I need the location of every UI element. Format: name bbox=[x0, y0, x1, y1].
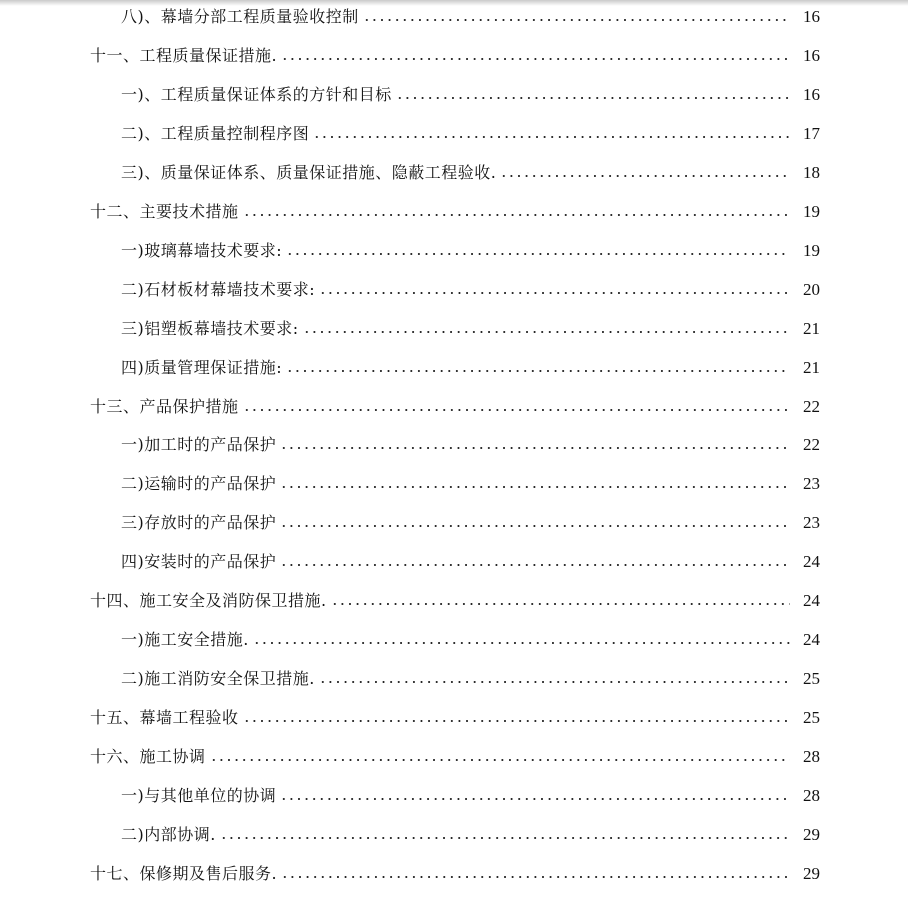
toc-entry[interactable] bbox=[0, 41, 908, 71]
toc-page-number: 29 bbox=[803, 863, 820, 883]
toc-entry[interactable] bbox=[0, 2, 908, 32]
toc-dot-leader bbox=[280, 798, 790, 800]
toc-page-number: 22 bbox=[803, 435, 820, 455]
toc-entry-title: 八)、幕墙分部工程质量验收控制 bbox=[121, 7, 359, 26]
toc-dot-leader bbox=[220, 837, 790, 839]
toc-dot-leader bbox=[331, 603, 790, 605]
toc-dot-leader bbox=[280, 486, 790, 488]
toc-entry-title: 二)内部协调. bbox=[121, 824, 216, 844]
toc-entry-title: 二)、工程质量控制程序图 bbox=[121, 123, 310, 143]
toc-page-number: 21 bbox=[803, 357, 820, 377]
toc-entry-title: 二)运输时的产品保护 bbox=[121, 474, 277, 494]
toc-entry[interactable] bbox=[0, 664, 908, 694]
toc-dot-leader bbox=[286, 370, 790, 372]
toc-entry[interactable] bbox=[0, 158, 908, 188]
toc-dot-leader bbox=[286, 253, 790, 255]
toc-dot-leader bbox=[243, 409, 790, 411]
toc-entry-title: 一)施工安全措施. bbox=[121, 630, 249, 650]
toc-entry[interactable] bbox=[0, 781, 908, 811]
toc-dot-leader bbox=[281, 58, 790, 60]
toc-dot-leader bbox=[500, 175, 790, 177]
toc-entry[interactable] bbox=[0, 119, 908, 149]
toc-page-number: 24 bbox=[803, 630, 820, 650]
toc-page-number: 23 bbox=[803, 513, 820, 533]
toc-page-number: 28 bbox=[803, 786, 820, 805]
toc-entry[interactable] bbox=[0, 314, 908, 344]
toc-page-number: 24 bbox=[803, 591, 820, 611]
toc-page-number: 25 bbox=[803, 669, 820, 689]
toc-entry-title: 十五、幕墙工程验收 bbox=[90, 708, 239, 728]
toc-entry-title: 三)存放时的产品保护 bbox=[121, 513, 277, 533]
toc-entry-title: 十三、产品保护措施 bbox=[90, 396, 239, 416]
toc-entry[interactable] bbox=[0, 275, 908, 305]
toc-dot-leader bbox=[363, 19, 790, 21]
toc-page-number: 19 bbox=[803, 201, 820, 221]
toc-dot-leader bbox=[319, 292, 790, 294]
toc-entry-title: 二)石材板材幕墙技术要求: bbox=[121, 279, 316, 299]
toc-entry-title: 十一、工程质量保证措施. bbox=[90, 45, 278, 65]
toc-entry-title: 二)施工消防安全保卫措施. bbox=[121, 669, 315, 689]
toc-entry[interactable] bbox=[0, 859, 908, 889]
toc-dot-leader bbox=[210, 759, 790, 761]
toc-entry-title: 三)、质量保证体系、质量保证措施、隐蔽工程验收. bbox=[121, 162, 497, 182]
toc-entry[interactable] bbox=[0, 547, 908, 577]
toc-entry[interactable] bbox=[0, 820, 908, 850]
toc-page-number: 25 bbox=[803, 708, 820, 728]
toc-entry[interactable] bbox=[0, 430, 908, 460]
toc-page-number: 22 bbox=[803, 396, 820, 416]
toc-entry-title: 十六、施工协调 bbox=[90, 747, 206, 767]
toc-page-number: 17 bbox=[803, 123, 820, 143]
toc-entry-title: 四)质量管理保证措施: bbox=[121, 357, 283, 377]
toc-dot-leader bbox=[313, 136, 790, 138]
toc-entry[interactable] bbox=[0, 508, 908, 538]
toc-entry-title: 十七、保修期及售后服务. bbox=[90, 863, 278, 883]
toc-dot-leader bbox=[243, 720, 790, 722]
toc-dot-leader bbox=[280, 525, 790, 527]
toc-entry-title: 十四、施工安全及消防保卫措施. bbox=[90, 591, 327, 611]
toc-entry[interactable] bbox=[0, 236, 908, 266]
toc-entry[interactable] bbox=[0, 742, 908, 772]
toc-page-number: 28 bbox=[803, 747, 820, 767]
toc-entry[interactable] bbox=[0, 586, 908, 616]
toc-dot-leader bbox=[280, 447, 790, 449]
toc-page-number: 16 bbox=[803, 84, 820, 104]
toc-dot-leader bbox=[281, 876, 790, 878]
toc-entry-title: 三)铝塑板幕墙技术要求: bbox=[121, 318, 299, 338]
toc-dot-leader bbox=[280, 564, 790, 566]
toc-page-number: 19 bbox=[803, 240, 820, 260]
toc-entry-title: 一)加工时的产品保护 bbox=[121, 435, 277, 455]
toc-entry[interactable] bbox=[0, 392, 908, 422]
toc-entry-title: 一)、工程质量保证体系的方针和目标 bbox=[121, 84, 392, 104]
toc-page-number: 29 bbox=[803, 824, 820, 844]
toc-entry[interactable] bbox=[0, 625, 908, 655]
toc-page-number: 18 bbox=[803, 162, 820, 182]
toc-dot-leader bbox=[253, 642, 790, 644]
toc-page-number: 21 bbox=[803, 318, 820, 338]
toc-entry-title: 一)与其他单位的协调 bbox=[121, 786, 277, 805]
toc-entry-title: 十二、主要技术措施 bbox=[90, 201, 239, 221]
toc-page-number: 16 bbox=[803, 45, 820, 65]
toc-entry[interactable] bbox=[0, 197, 908, 227]
toc-page-number: 24 bbox=[803, 552, 820, 572]
toc-dot-leader bbox=[396, 97, 790, 99]
toc-entry[interactable] bbox=[0, 703, 908, 733]
toc-entry-title: 一)玻璃幕墙技术要求: bbox=[121, 240, 283, 260]
toc-entry[interactable] bbox=[0, 353, 908, 383]
toc-dot-leader bbox=[319, 681, 790, 683]
toc-page-number: 16 bbox=[803, 7, 820, 26]
toc-dot-leader bbox=[303, 331, 790, 333]
toc-page-number: 23 bbox=[803, 474, 820, 494]
toc-entry[interactable] bbox=[0, 80, 908, 110]
toc-page-number: 20 bbox=[803, 279, 820, 299]
toc-entry-title: 四)安装时的产品保护 bbox=[121, 552, 277, 572]
toc-entry[interactable] bbox=[0, 469, 908, 499]
toc-dot-leader bbox=[243, 214, 790, 216]
